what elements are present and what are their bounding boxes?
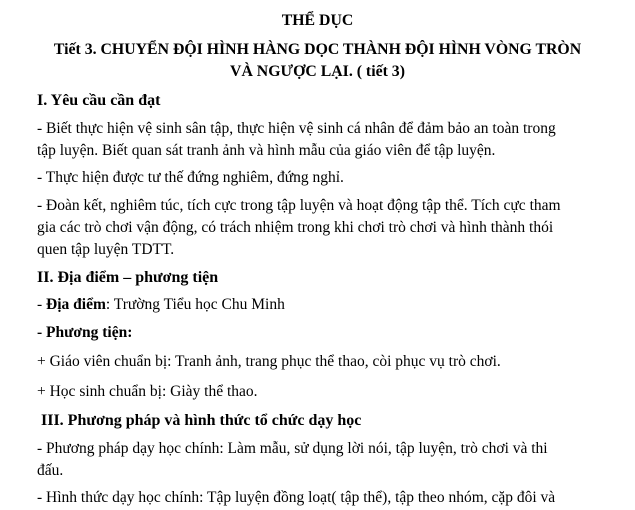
- section-1-paragraph-3-line-2: gia các trò chơi vận động, có trách nhiệm trong khi chơi trò chơi và hình thành thói: [37, 219, 554, 236]
- location-line: [37, 295, 285, 315]
- section-1-paragraph-3-line-3: quen tập luyện TDTT.: [37, 241, 175, 258]
- method-line-1: - Phương pháp dạy học chính: Làm mẫu, sử dụng lời nói, tập luyện, trò chơi và thi: [37, 440, 548, 457]
- location-value: : Trường Tiểu học Chu Minh: [105, 296, 285, 313]
- form-line-1: - Hình thức dạy học chính: Tập luyện đồng loạt( tập thể), tập theo nhóm, cặp đôi và: [37, 489, 556, 506]
- equipment-label: - Phương tiện:: [37, 324, 133, 341]
- method-line-2: đấu.: [37, 462, 64, 479]
- location-prefix: -: [37, 296, 47, 313]
- section-1-paragraph-1-line-1: - Biết thực hiện vệ sinh sân tập, thực hiện vệ sinh cá nhân để đảm bảo an toàn trong: [37, 120, 556, 137]
- student-preparation: + Học sinh chuẩn bị: Giày thể thao.: [37, 383, 258, 400]
- section-1-paragraph-1-line-2: tập luyện. Biết quan sát tranh ảnh và hình mẫu của giáo viên để tập luyện.: [37, 142, 496, 159]
- section-1-paragraph-3-line-1: - Đoàn kết, nghiêm túc, tích cực trong tập luyện và hoạt động tập thể. Tích cực tham: [37, 197, 561, 214]
- document-title: THỂ DỤC: [281, 12, 354, 29]
- lesson-title-line-1: Tiết 3. CHUYỂN ĐỘI HÌNH HÀNG DỌC THÀNH ĐỘI HÌNH VÒNG TRÒN: [53, 41, 582, 58]
- section-1-heading: I. Yêu cầu cần đạt: [37, 92, 161, 109]
- location-label: Địa điểm: [46, 296, 106, 313]
- section-1-paragraph-2: - Thực hiện được tư thế đứng nghiêm, đứng nghỉ.: [37, 169, 344, 186]
- lesson-title-line-2: VÀ NGƯỢC LẠI. ( tiết 3): [230, 63, 405, 80]
- section-2-heading: II. Địa điểm – phương tiện: [37, 269, 219, 286]
- section-3-heading: III. Phương pháp và hình thức tổ chức dạy học: [41, 412, 362, 429]
- teacher-preparation: + Giáo viên chuẩn bị: Tranh ảnh, trang phục thể thao, còi phục vụ trò chơi.: [37, 353, 501, 370]
